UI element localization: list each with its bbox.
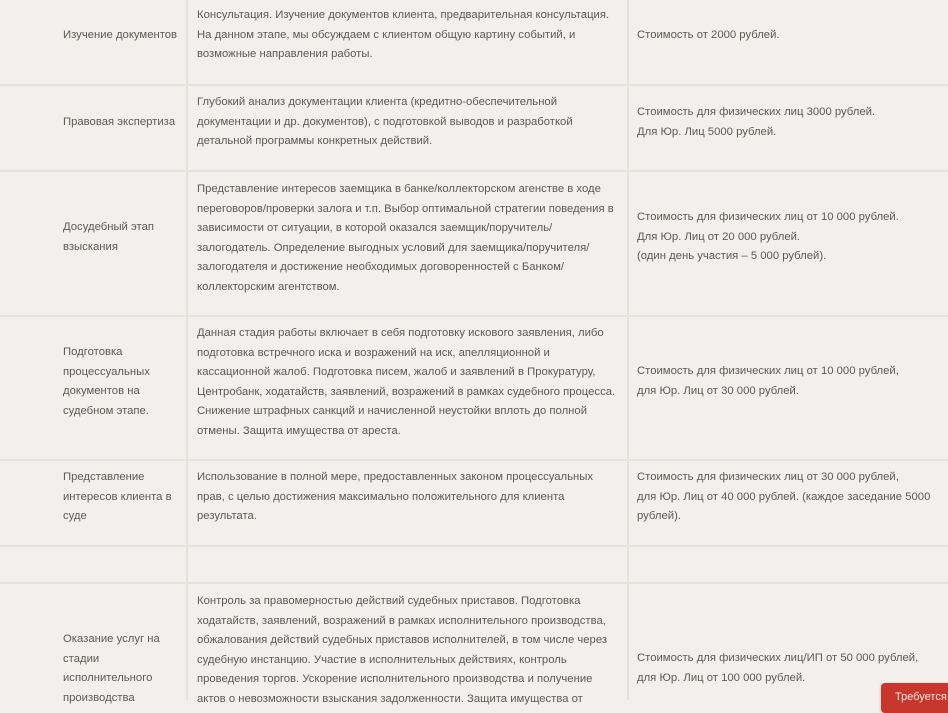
row-divider [0,84,948,86]
description-cell: Глубокий анализ документации клиента (кредитно-обеспечительной документации и др. документов), с подготовкой выводов и разработкой детальной программы конкретных действий. [197,96,573,147]
column-divider [627,0,629,700]
row-divider [0,459,948,461]
description-cell: Представление интересов заемщика в банке/коллекторском агенстве в ходе переговоров/проверки залога и т.п. Выбор оптимальной стратегии поведения в зависимости от ситуации, в которой оказался заемщик/поручитель/ залогодатель. Определение выгодных условий для заемщика/поручителя/ залогодателя и достижение необходимых договоренностей с Банком/ коллекторским агентством. [197,183,614,293]
price-cell: Стоимость для физических лиц/ИП от 50 000 рублей, для Юр. Лиц от 100 000 рублей. [637,652,919,684]
service-name-cell: Изучение документов [63,29,178,41]
price-cell: Стоимость для физических лиц от 10 000 рублей, для Юр. Лиц от 30 000 рублей. [637,365,899,397]
row-divider [0,582,948,584]
service-name-cell: Представление интересов клиента в суде [63,471,172,522]
row-divider [0,315,948,317]
row-divider [0,170,948,172]
price-cell: Стоимость для физических лиц 3000 рублей. Для Юр. Лиц 5000 рублей. [637,106,876,138]
row-divider [0,545,948,547]
service-name-cell: Подготовка процессуальных документов на судебном этапе. [63,346,150,417]
service-name-cell: Правовая экспертиза [63,116,176,128]
description-cell: Контроль за правомерностью действий судебных приставов. Подготовка ходатайств, заявлений, возражений в рамках исполнительного производства, обжалования действий судебных приставов исполнителей, в том числе через судебную инстанцию. Участие в исполнительных действиях, контроль проведения торгов. Ускорение исполнительного производства и получение актов о невозможности взыскания задолженности. Защита имущества от [197,595,608,705]
description-cell: Данная стадия работы включает в себя подготовку искового заявления, либо подготовка встречного иска и возражений на иск, апелляционной и кассационной жалоб. Подготовка писем, жалоб и заявлений в Прокуратуру, Центробанк, ходатайств, заявлений, возражений в рамках судебного процесса. Снижение штрафных санкций и начисленной неустойки вплоть до полной отмены. Защита имущества от ареста. [197,327,616,437]
description-cell: Использование в полной мере, предоставленных законом процессуальных прав, с целью достижения максимально положительного для клиента результата. [197,471,594,522]
price-cell: Стоимость от 2000 рублей. [637,29,780,41]
description-cell: Консультация. Изучение документов клиента, предварительная консультация. На данном этапе, мы обсуждаем с клиентом общую картину событий, и возможные направления работы. [197,9,610,60]
price-cell: Стоимость для физических лиц от 30 000 рублей, для Юр. Лиц от 40 000 рублей. (каждое заседание 5000 рублей). [637,471,931,522]
column-divider [186,0,188,700]
service-name-cell: Оказание услуг на стадии исполнительного производства [63,633,160,704]
chat-help-button[interactable]: Требуется [881,683,948,713]
price-cell: Стоимость для физических лиц от 10 000 рублей. Для Юр. Лиц от 20 000 рублей. (один день участия – 5 000 рублей). [637,211,899,262]
service-name-cell: Досудебный этап взыскания [63,221,154,253]
